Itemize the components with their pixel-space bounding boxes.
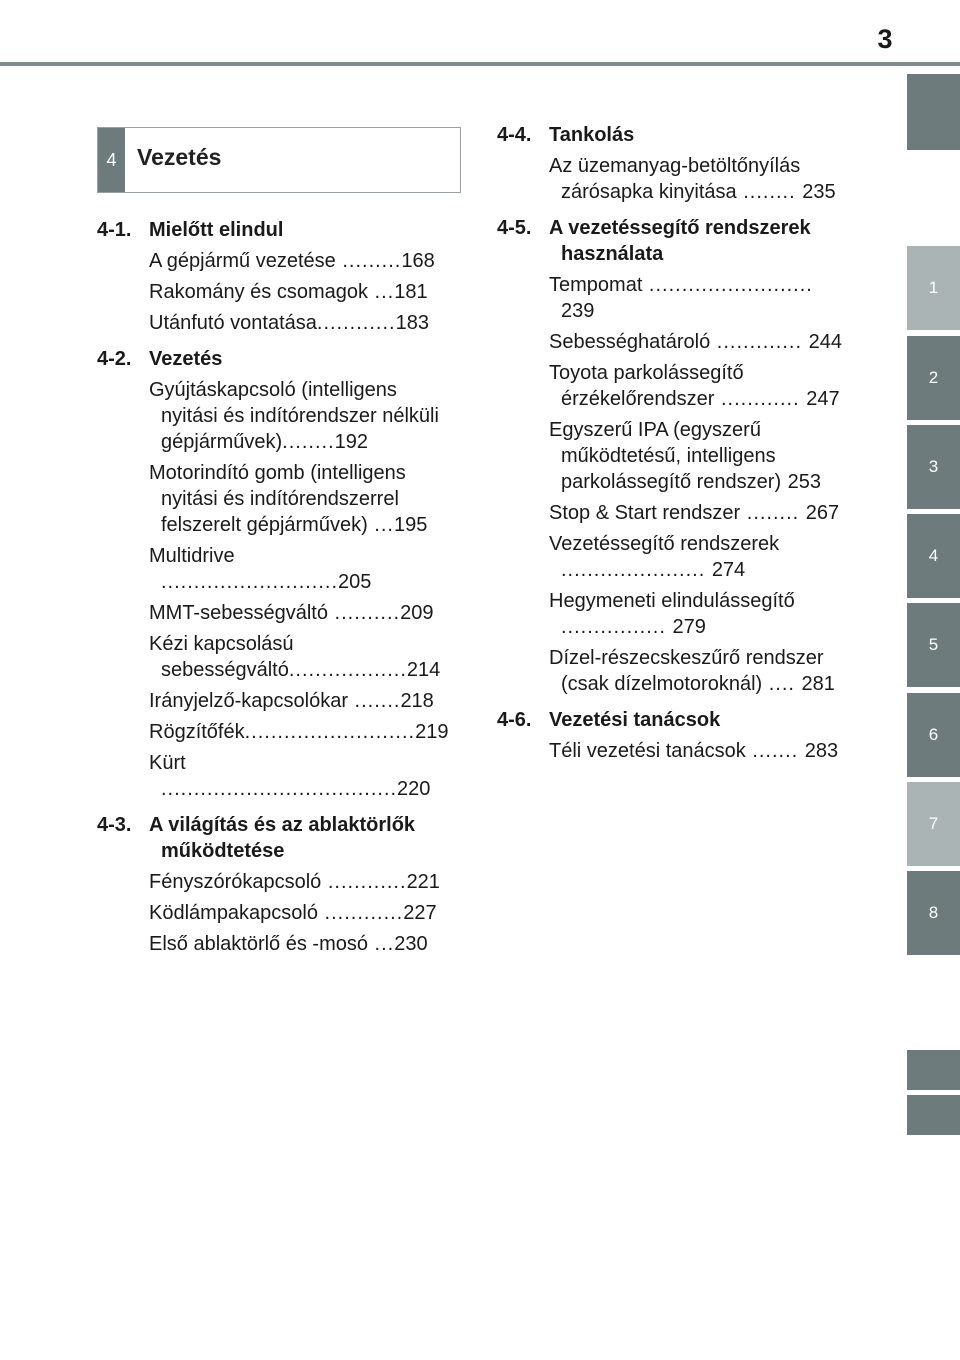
entry-page-number: 221 (406, 871, 440, 893)
entry-page-number: 168 (401, 250, 435, 272)
entry-text: Sebességhatároló (549, 331, 711, 353)
entry-page-number: 205 (338, 571, 372, 593)
toc-entry[interactable] (149, 869, 449, 895)
toc-entry[interactable] (149, 279, 449, 305)
toc-section (497, 707, 849, 764)
toc-entry[interactable] (549, 738, 849, 764)
chapter-tab-5[interactable]: 5 (907, 603, 960, 687)
entry-text: Irányjelző-kapcsolókar (149, 690, 348, 712)
entry-leader-dots: ............. (710, 331, 809, 353)
chapter-title: Vezetés (137, 144, 222, 170)
entry-text: Az üzemanyag-betöltőnyílás zárósapka kinyitása (549, 155, 801, 203)
entry-leader-dots: ....... (745, 740, 805, 762)
section-title: Vezetési tanácsok (549, 709, 721, 731)
entry-text: Dízel-részecskeszűrő rendszer (csak dízelmotoroknál) (549, 647, 824, 695)
chapter-tab-4[interactable]: 4 (907, 514, 960, 598)
header-rule (0, 62, 960, 66)
chapter-tab-7[interactable]: 7 (907, 782, 960, 866)
toc-section (97, 217, 449, 336)
entry-leader-dots: ............ (318, 902, 404, 924)
entry-text: Hegymeneti elindulássegítő (549, 590, 795, 612)
entry-text: Motorindító gomb (intelligens nyitási és indítórendszerrel felszerelt gépjárművek) (149, 462, 406, 536)
chapter-number: 4 (98, 128, 125, 192)
entry-page-number: 244 (808, 331, 842, 353)
entry-leader-dots: .................................... (161, 778, 398, 800)
toc-entry[interactable] (149, 248, 449, 274)
entry-leader-dots: ......... (335, 250, 402, 272)
entry-page-number: 218 (400, 690, 434, 712)
entry-page-number: 214 (406, 659, 441, 681)
entry-leader-dots: ........ (740, 502, 806, 524)
entry-page-number: 219 (415, 721, 449, 743)
entry-leader-dots: ............ (321, 871, 407, 893)
entry-text: A gépjármű vezetése (149, 250, 336, 272)
toc-entry[interactable] (149, 600, 449, 626)
entry-text: Stop & Start rendszer (549, 502, 741, 524)
chapter-tab-2[interactable]: 2 (907, 336, 960, 420)
toc-entry[interactable] (549, 272, 849, 324)
entry-page-number: 281 (801, 673, 835, 695)
entry-leader-dots: ....... (347, 690, 401, 712)
section-title: Vezetés (149, 348, 223, 370)
entry-leader-dots: ........ (282, 431, 335, 453)
toc-section (97, 812, 449, 957)
entry-page-number: 220 (397, 778, 431, 800)
section-title: Tankolás (549, 124, 635, 146)
entry-page-number: 183 (395, 312, 429, 334)
entry-page-number: 209 (400, 602, 434, 624)
toc-left-column (97, 217, 449, 967)
toc-entry[interactable] (549, 329, 849, 355)
entry-leader-dots: ...................... (561, 559, 712, 581)
entry-text: Vezetéssegítő rendszerek (549, 533, 780, 555)
entry-leader-dots: ............ (714, 388, 807, 410)
entry-text: Multidrive (149, 545, 235, 567)
entry-page-number: 192 (334, 431, 368, 453)
entry-text: MMT-sebességváltó (149, 602, 328, 624)
section-number: 4-6. (497, 709, 532, 731)
toc-entry[interactable] (149, 750, 449, 802)
entry-leader-dots: ............ (316, 312, 396, 334)
entry-leader-dots: ... (367, 514, 394, 536)
entry-page-number: 239 (561, 300, 595, 322)
toc-entry[interactable] (549, 360, 849, 412)
section-title: Mielőtt elindul (149, 219, 284, 241)
entry-text: Utánfutó vontatása (149, 312, 317, 334)
entry-text: Rakomány és csomagok (149, 281, 368, 303)
toc-entry[interactable] (149, 900, 449, 926)
entry-text: Kürt (149, 752, 186, 774)
toc-entry[interactable] (149, 377, 449, 455)
section-number: 4-1. (97, 219, 132, 241)
entry-leader-dots: ......................... (642, 274, 813, 296)
entry-text: Kézi kapcsolású sebességváltó (149, 633, 294, 681)
entry-leader-dots: ... (367, 281, 395, 303)
toc-entry[interactable] (149, 631, 449, 683)
entry-page-number: 283 (804, 740, 839, 762)
chapter-tab-1[interactable]: 1 (907, 246, 960, 330)
section-number: 4-5. (497, 217, 532, 239)
entry-page-number: 195 (393, 514, 428, 536)
entry-text: Első ablaktörlő és -mosó (149, 933, 368, 955)
toc-entry[interactable] (549, 417, 849, 495)
toc-entry[interactable] (149, 719, 449, 745)
chapter-tab-blank[interactable] (907, 1095, 960, 1135)
toc-entry[interactable] (149, 310, 449, 336)
toc-right-column (497, 122, 849, 774)
entry-text: Rögzítőfék (149, 721, 245, 743)
toc-entry[interactable] (549, 531, 849, 583)
section-heading (497, 122, 849, 148)
page-number: 3 (877, 24, 893, 54)
toc-section (497, 122, 849, 205)
entry-page-number: 274 (711, 559, 746, 581)
section-heading (97, 217, 449, 243)
entry-page-number: 230 (394, 933, 428, 955)
toc-entry[interactable] (549, 645, 849, 697)
toc-entry[interactable] (549, 153, 849, 205)
entry-text: Tempomat (549, 274, 643, 296)
entry-page-number: 181 (394, 281, 428, 303)
chapter-tab-8[interactable]: 8 (907, 871, 960, 955)
entry-text: Gyújtáskapcsoló (intelligens nyitási és indítórendszer nélküli gépjárművek) (149, 379, 439, 453)
entry-page-number: 279 (672, 616, 706, 638)
section-title: A vezetéssegítő rendszerek használata (549, 217, 811, 265)
entry-text: Egyszerű IPA (egyszerű működtetésű, intelligens parkolássegítő rendszer) (549, 419, 782, 493)
section-heading (97, 812, 449, 864)
toc-entry[interactable] (149, 543, 449, 595)
section-heading (97, 346, 449, 372)
entry-page-number: 247 (806, 388, 840, 410)
section-title: A világítás és az ablaktörlők működtetése (149, 814, 416, 862)
section-heading (497, 707, 849, 733)
chapter-tab-blank[interactable] (907, 1050, 960, 1090)
entry-leader-dots: .......................... (244, 721, 416, 743)
entry-page-number: 253 (787, 471, 822, 493)
entry-text: Fényszórókapcsoló (149, 871, 322, 893)
section-heading (497, 215, 849, 267)
entry-page-number: 267 (805, 502, 840, 524)
entry-text: Ködlámpakapcsoló (149, 902, 318, 924)
entry-page-number: 235 (802, 181, 836, 203)
section-number: 4-3. (97, 814, 132, 836)
entry-leader-dots: .......... (327, 602, 401, 624)
toc-section (97, 346, 449, 802)
entry-leader-dots: ........................... (161, 571, 339, 593)
toc-entry[interactable] (149, 460, 449, 538)
entry-text: Téli vezetési tanácsok (549, 740, 746, 762)
toc-entry[interactable] (149, 688, 449, 714)
entry-leader-dots: .................. (288, 659, 407, 681)
entry-leader-dots: ... (367, 933, 395, 955)
entry-leader-dots: ........ (736, 181, 803, 203)
chapter-header (97, 127, 461, 193)
chapter-tab-3[interactable]: 3 (907, 425, 960, 509)
section-number: 4-2. (97, 348, 132, 370)
chapter-tab-6[interactable]: 6 (907, 693, 960, 777)
toc-entry[interactable] (549, 588, 849, 640)
toc-entry[interactable] (549, 500, 849, 526)
entry-leader-dots: .... (762, 673, 802, 695)
chapter-tab-blank[interactable] (907, 74, 960, 150)
section-number: 4-4. (497, 124, 532, 146)
entry-leader-dots: ................ (561, 616, 673, 638)
toc-section (497, 215, 849, 697)
toc-entry[interactable] (149, 931, 449, 957)
entry-page-number: 227 (403, 902, 437, 924)
entry-text: Toyota parkolássegítő érzékelőrendszer (549, 362, 744, 410)
